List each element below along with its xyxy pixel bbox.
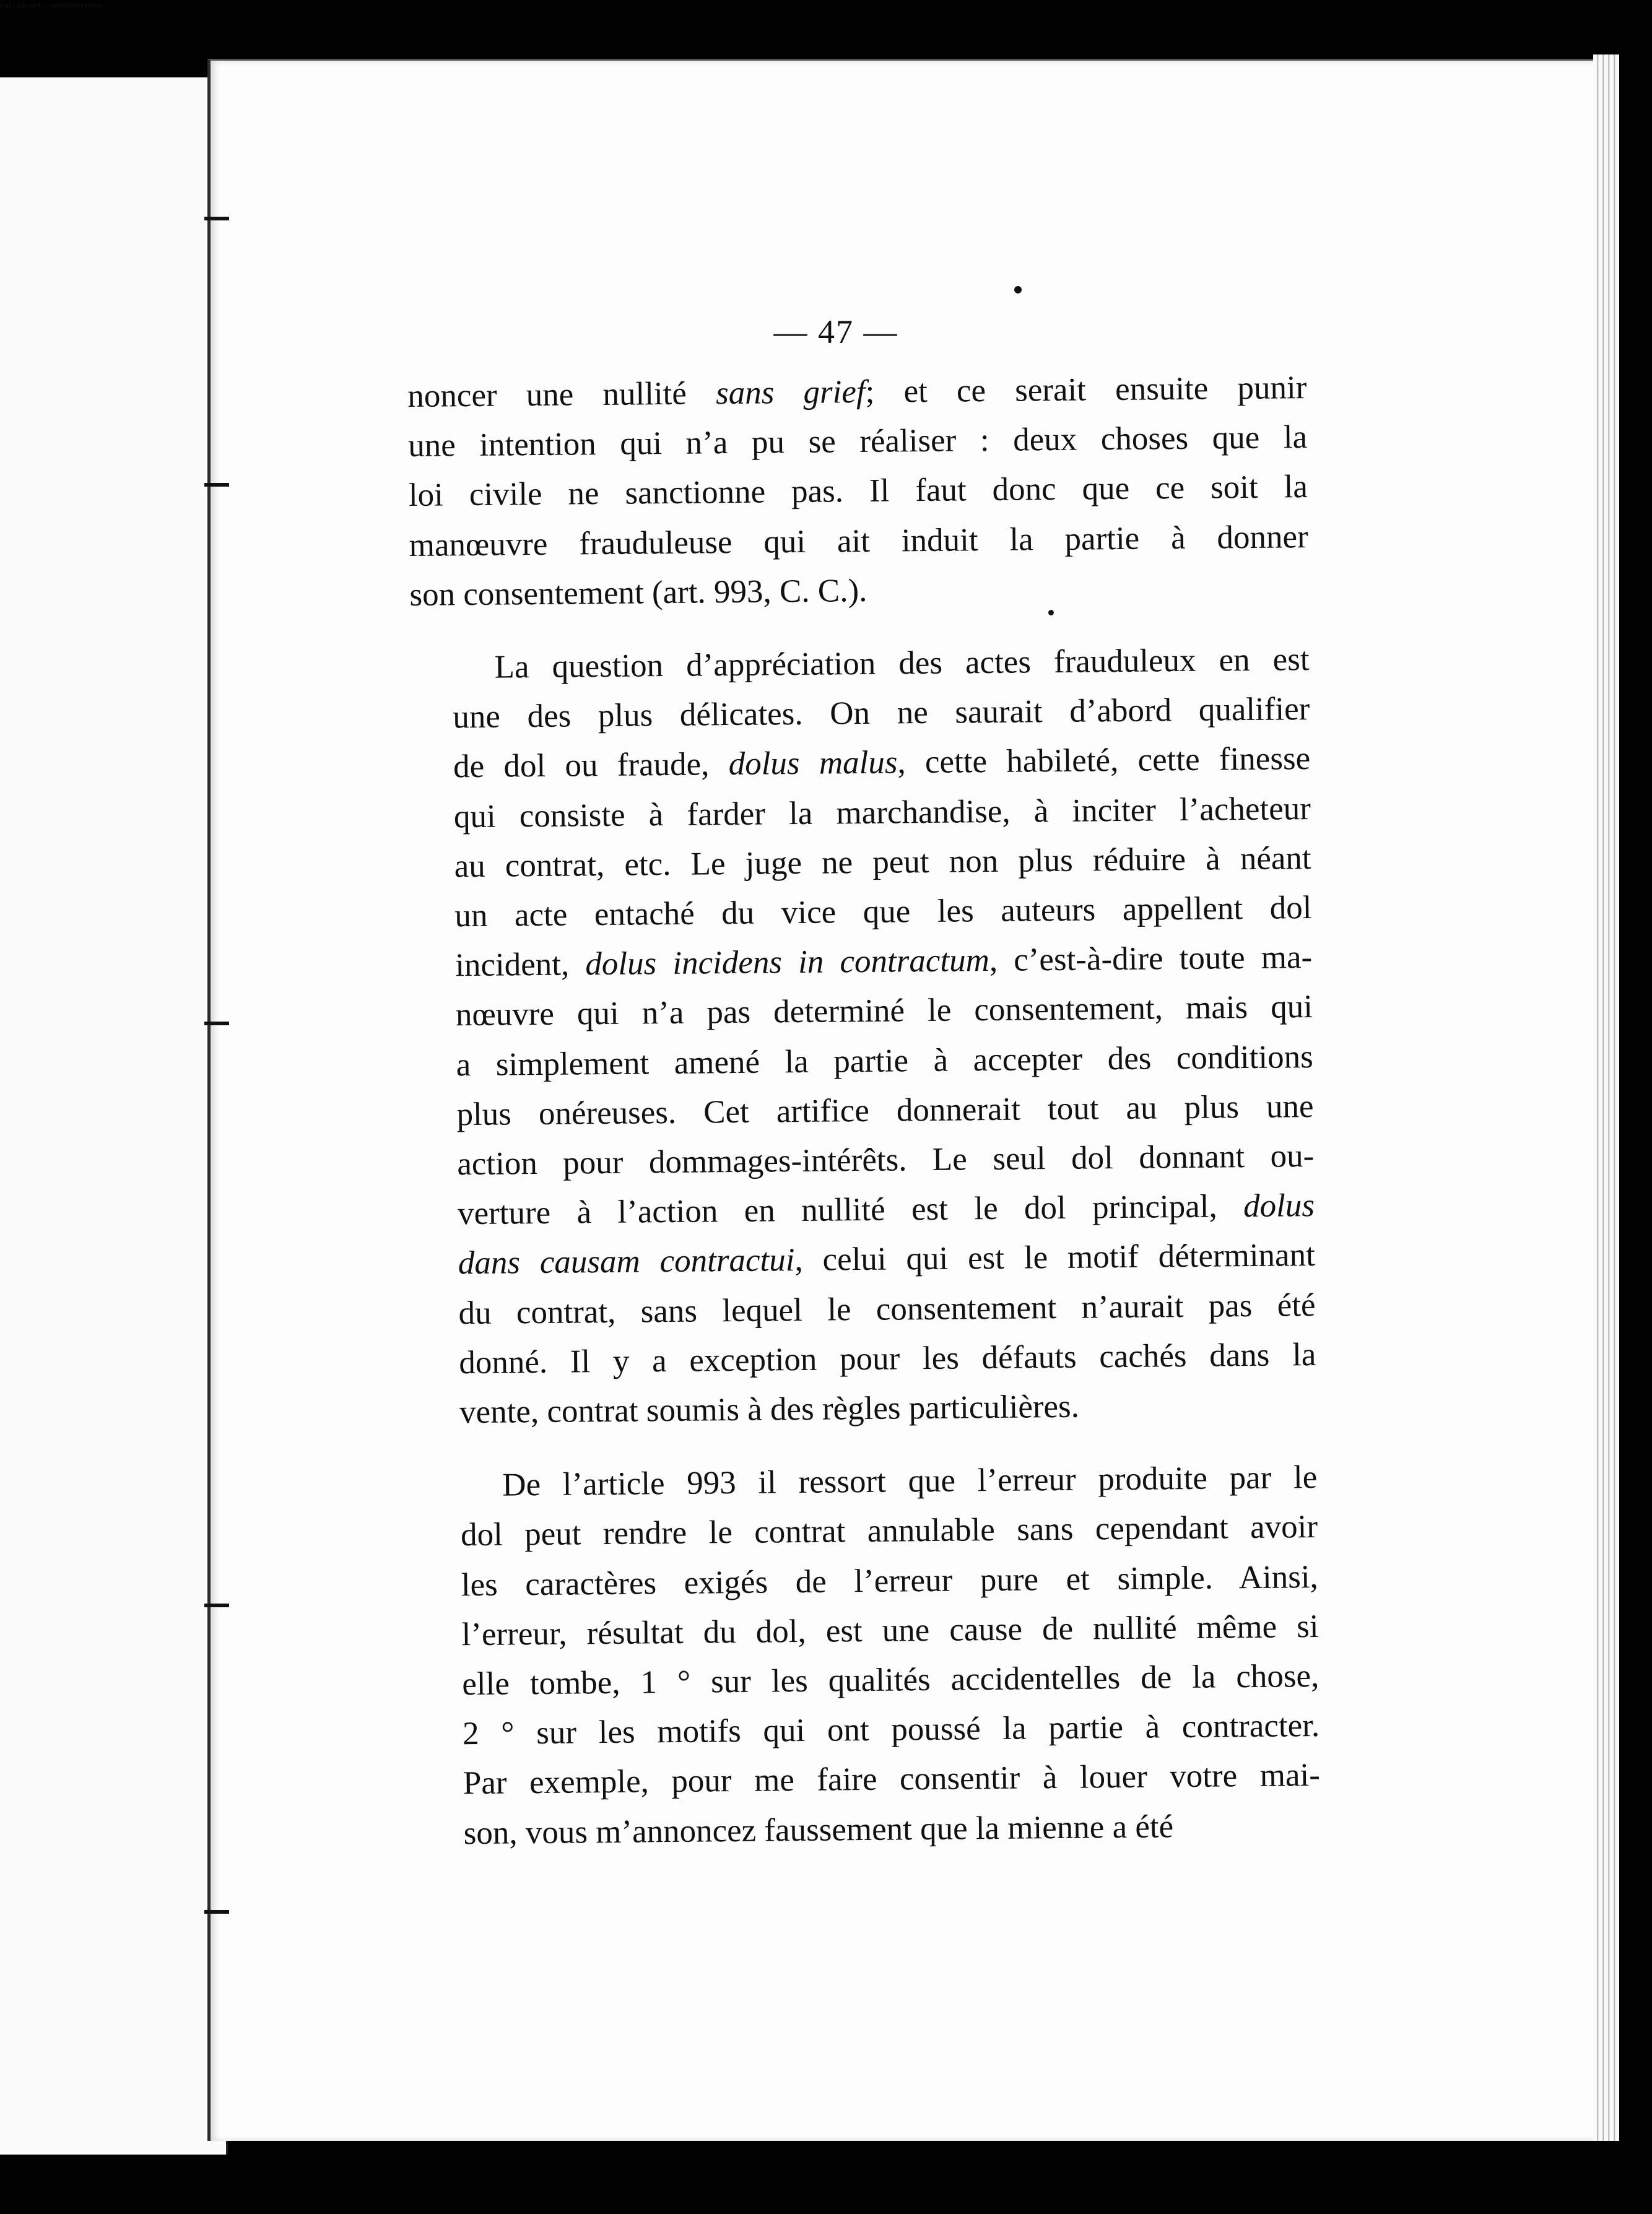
text-line: [409, 512, 1308, 570]
facing-page-char: e: [54, 0, 59, 11]
text-line: [417, 1379, 1317, 1438]
text-run: les caractères exigés de l’erreur pure et simple. Ainsi,: [461, 1558, 1319, 1603]
text-run: incident,: [454, 946, 586, 984]
italic-term: dolus incidens in contractum: [585, 942, 990, 983]
text-line: [419, 1602, 1319, 1660]
binding-mark: [204, 483, 229, 487]
text-run: Par exemple, pour me faire consentir à louer votre mai-: [463, 1757, 1321, 1802]
facing-page-char: s: [59, 0, 64, 11]
text-run: de dol ou fraude,: [453, 746, 729, 785]
text-line: [418, 1452, 1318, 1511]
facing-page-char: e: [33, 0, 38, 11]
text-line: [409, 462, 1308, 520]
text-run: donné. Il y a exception pour les défauts cachés dans la: [459, 1336, 1316, 1381]
text-line: [414, 1032, 1313, 1090]
facing-page-char: e: [0, 0, 5, 11]
text-run: une des plus délicates. On ne saurait d’abord qualifier: [453, 691, 1310, 736]
facing-page-char: ,: [15, 0, 17, 11]
text-line: [407, 363, 1307, 421]
text-line: [409, 562, 1309, 620]
text-run: ; et ce serait ensuite punir: [865, 370, 1307, 410]
text-line: [414, 982, 1313, 1040]
text-line: [419, 1502, 1318, 1560]
text-run: action pour dommages-intérêts. Le seul dol donnant ou-: [457, 1138, 1315, 1183]
facing-page-char: o-: [96, 0, 105, 11]
facing-page-char: -: [46, 0, 50, 11]
facing-page-strip: [0, 77, 228, 2155]
text-line: [421, 1750, 1321, 1808]
text-run: De l’article 993 il ressort que l’erreur produite par le: [502, 1459, 1318, 1503]
facing-page-char: l-: [9, 0, 15, 11]
facing-page-char: -: [27, 0, 30, 11]
page-number: — 47 —: [773, 313, 898, 350]
text-run: plus onéreuses. Cet artifice donnerait tout au plus une: [456, 1088, 1314, 1133]
italic-term: dolus: [1243, 1187, 1315, 1225]
text-line: [412, 833, 1311, 892]
facing-page-text: [0, 0, 1652, 11]
facing-page-char: e: [17, 0, 22, 11]
text-line: [415, 1230, 1315, 1288]
facing-page-char: n: [63, 0, 69, 11]
text-run: vente, contrat soumis à des règles particulières.: [459, 1388, 1080, 1431]
text-line: [414, 1082, 1314, 1140]
facing-page-char: e: [76, 0, 80, 11]
facing-page-char: e: [80, 0, 85, 11]
text-line: [420, 1701, 1320, 1759]
text-run: un acte entaché du vice que les auteurs appellent dol: [454, 890, 1312, 934]
body-text: [407, 363, 1321, 1859]
paragraph: [407, 363, 1309, 620]
text-run: une intention qui n’a pu se réaliser : deux choses que la: [407, 419, 1308, 464]
text-run: son consentement (art. 993, C. C.).: [409, 572, 867, 613]
text-line: [410, 635, 1310, 693]
text-line: [412, 784, 1311, 842]
text-line: [411, 734, 1311, 792]
text-run: , c’est-à-dire toute ma-: [989, 939, 1313, 979]
facing-page-char: e: [84, 0, 90, 11]
text-line: [417, 1330, 1316, 1388]
text-line: [413, 932, 1313, 991]
facing-page-char: t,: [38, 0, 44, 11]
paragraph: [418, 1452, 1321, 1859]
page-edges: [1593, 54, 1619, 2141]
text-run: 2 ° sur les motifs qui ont poussé la partie à contracter.: [462, 1708, 1320, 1752]
text-line: [420, 1651, 1319, 1709]
text-run: a simplement amené la partie à accepter des conditions: [456, 1038, 1313, 1083]
paragraph: [410, 635, 1316, 1438]
text-line: [421, 1800, 1321, 1859]
text-run: qui consiste à farder la marchandise, à inciter l’acheteur: [453, 790, 1311, 835]
text-run: verture à l’action en nullité est le dol principal,: [457, 1188, 1244, 1232]
facing-page-char: u: [22, 0, 27, 11]
text-line: [416, 1280, 1316, 1339]
facing-page-char: a: [4, 0, 9, 11]
text-line: [408, 412, 1308, 471]
text-run: manœuvre frauduleuse qui ait induit la partie à donner: [409, 518, 1308, 563]
text-run: elle tombe, 1 ° sur les qualités accidentelles de la chose,: [462, 1658, 1319, 1703]
italic-term: dolus malus: [728, 744, 898, 783]
binding-mark: [204, 1022, 229, 1025]
binding-mark: [204, 1910, 229, 1914]
text-run: l’erreur, résultat du dol, est une cause de nullité même si: [461, 1608, 1319, 1653]
text-line: [415, 1181, 1315, 1239]
text-run: , cette habileté, cette finesse: [897, 740, 1311, 781]
facing-page-char: t: [89, 0, 92, 11]
text-run: au contrat, etc. Le juge ne peut non plus réduire à néant: [454, 840, 1311, 885]
ink-speck: [1014, 286, 1022, 293]
text-run: loi civile ne sanctionne pas. Il faut donc que ce soit la: [408, 469, 1308, 514]
text-run: , celui qui est le motif déterminant: [794, 1237, 1316, 1278]
binding-mark: [204, 1604, 229, 1607]
text-run: du contrat, sans lequel le consentement n’aurait pas été: [458, 1287, 1316, 1331]
facing-page-char: s: [30, 0, 34, 11]
binding-mark: [204, 217, 229, 220]
facing-page-char: -: [43, 0, 47, 11]
facing-page-char: s: [72, 0, 76, 11]
text-run: noncer une nullité: [407, 375, 716, 414]
facing-page-char: s: [68, 0, 72, 11]
text-run: son, vous m’annoncez faussement que la mienne a été: [463, 1808, 1174, 1851]
italic-term: dans causam contractui: [458, 1242, 795, 1282]
text-line: [419, 1552, 1318, 1610]
facing-page-char: e: [92, 0, 97, 11]
text-line: [415, 1131, 1315, 1189]
facing-page-char: n: [50, 0, 55, 11]
text-run: nœuvre qui n’a pas determiné le consentement, mais qui: [455, 989, 1313, 1033]
text-run: dol peut rendre le contrat annulable sans cependant avoir: [460, 1509, 1318, 1553]
text-line: [412, 883, 1312, 941]
text-line: [411, 684, 1310, 742]
italic-term: sans grief: [715, 373, 866, 412]
text-run: La question d’appréciation des actes frauduleux en est: [494, 641, 1310, 685]
